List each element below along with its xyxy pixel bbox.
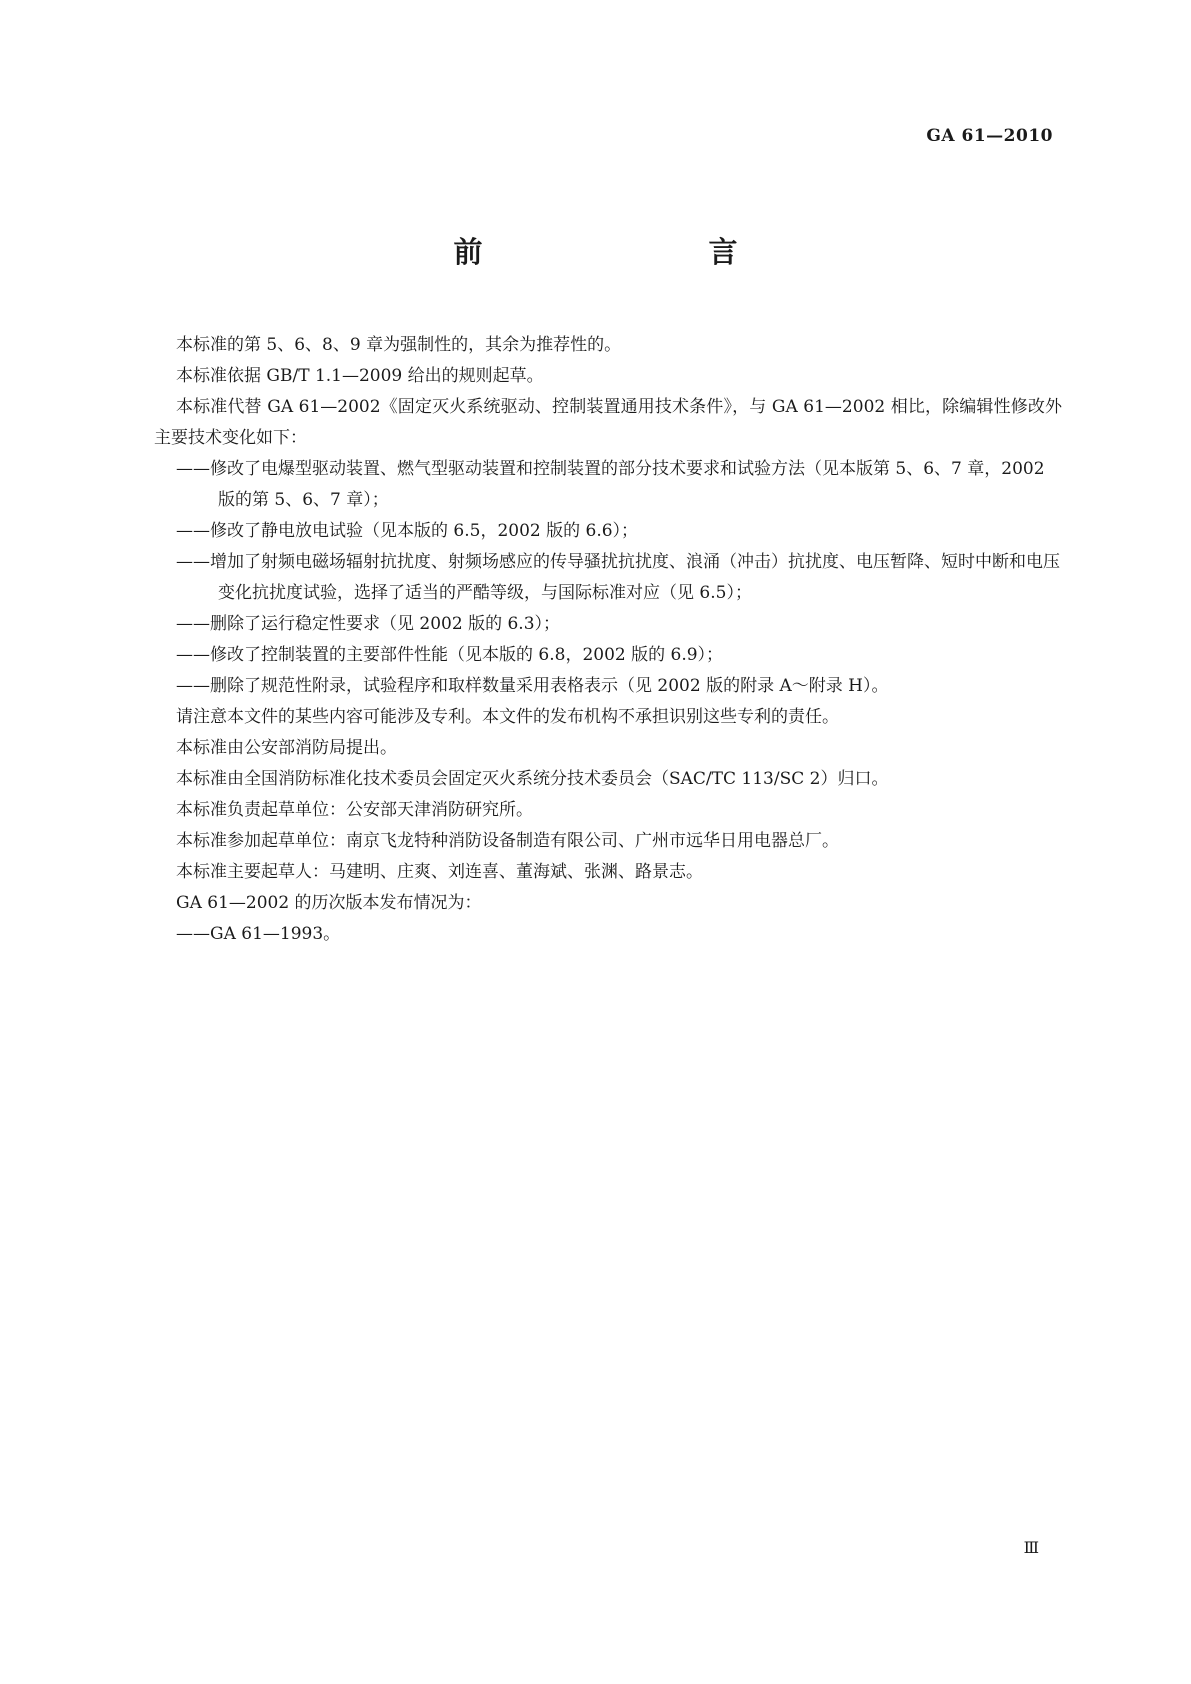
- paragraph: 本标准负责起草单位：公安部天津消防研究所。: [176, 800, 533, 820]
- list-item: ——删除了规范性附录，试验程序和取样数量采用表格表示（见 2002 版的附录 A～附录 H）。: [176, 676, 889, 696]
- paragraph: 本标准主要起草人：马建明、庄爽、刘连喜、董海斌、张渊、路景志。: [176, 862, 703, 882]
- paragraph: 本标准参加起草单位：南京飞龙特种消防设备制造有限公司、广州市远华日用电器总厂。: [176, 831, 839, 851]
- list-item: ——修改了静电放电试验（见本版的 6.5，2002 版的 6.6）；: [176, 521, 639, 541]
- page-title: 前 言: [453, 235, 794, 269]
- list-item: ——修改了控制装置的主要部件性能（见本版的 6.8，2002 版的 6.9）；: [176, 645, 724, 665]
- list-item: ——增加了射频电磁场辐射抗扰度、射频场感应的传导骚扰抗扰度、浪涌（冲击）抗扰度、电压暂降、短时中断和电压变化抗扰度试验，选择了适当的严酷等级，与国际标准对应（见 6.5）；: [176, 552, 1060, 603]
- list-item: ——删除了运行稳定性要求（见 2002 版的 6.3）；: [176, 614, 561, 634]
- document-body: [154, 330, 1062, 950]
- paragraph: 本标准依据 GB/T 1.1—2009 给出的规则起草。: [176, 366, 544, 386]
- document-code: GA 61—2010: [926, 126, 1053, 146]
- paragraph: 本标准的第 5、6、8、9 章为强制性的，其余为推荐性的。: [176, 335, 622, 355]
- list-item: ——修改了电爆型驱动装置、燃气型驱动装置和控制装置的部分技术要求和试验方法（见本版第 5、6、7 章，2002 版的第 5、6、7 章）；: [176, 459, 1045, 510]
- paragraph: 本标准由全国消防标准化技术委员会固定灭火系统分技术委员会（SAC/TC 113/SC 2）归口。: [176, 769, 889, 789]
- paragraph: 本标准代替 GA 61—2002《固定灭火系统驱动、控制装置通用技术条件》，与 GA 61—2002 相比，除编辑性修改外主要技术变化如下：: [154, 397, 1062, 448]
- list-item: ——GA 61—1993。: [176, 924, 341, 944]
- paragraph: GA 61—2002 的历次版本发布情况为：: [176, 893, 482, 913]
- paragraph: 本标准由公安部消防局提出。: [176, 738, 397, 758]
- page-number: Ⅲ: [1023, 1538, 1039, 1557]
- paragraph: 请注意本文件的某些内容可能涉及专利。本文件的发布机构不承担识别这些专利的责任。: [176, 707, 839, 727]
